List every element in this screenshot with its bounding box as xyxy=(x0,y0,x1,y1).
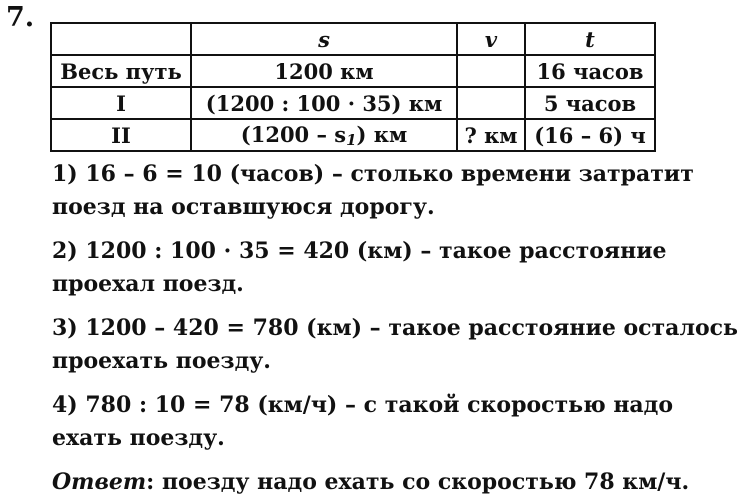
table-cell: Весь путь xyxy=(51,55,191,87)
table-cell xyxy=(457,87,525,119)
table-cell xyxy=(191,119,457,151)
answer-text: : поезду надо ехать со скоростью 78 км/ч. xyxy=(146,469,690,495)
table-cell: ? км xyxy=(457,119,525,151)
subscript: 1 xyxy=(346,130,357,149)
table-header-cell: v xyxy=(457,23,525,55)
cell-text-suffix: ) км xyxy=(356,121,408,147)
solution-step: 2) 1200 : 100 · 35 = 420 (км) – такое расстояние проехал поезд. xyxy=(52,238,667,297)
table-cell: (1200 : 100 · 35) км xyxy=(191,87,457,119)
table-cell: II xyxy=(51,119,191,151)
data-table xyxy=(50,22,656,152)
table-cell: 1200 км xyxy=(191,55,457,87)
answer xyxy=(52,466,742,499)
table-cell: 5 часов xyxy=(525,87,655,119)
solution xyxy=(52,158,742,499)
table-header-row xyxy=(51,23,655,55)
table-cell: I xyxy=(51,87,191,119)
table-header-cell: s xyxy=(191,23,457,55)
table-header-cell: t xyxy=(525,23,655,55)
answer-label: Ответ xyxy=(52,469,147,495)
table-row xyxy=(51,87,655,119)
table-cell: 16 часов xyxy=(525,55,655,87)
table-header-cell xyxy=(51,23,191,55)
solution-step: 3) 1200 – 420 = 780 (км) – такое расстояние осталось проехать поезду. xyxy=(52,315,738,374)
table-row xyxy=(51,119,655,151)
solution-step: 1) 16 – 6 = 10 (часов) – столько времени затратит поезд на оставшуюся дорогу. xyxy=(52,161,694,220)
solution-step: 4) 780 : 10 = 78 (км/ч) – с такой скоростью надо ехать поезду. xyxy=(52,392,674,451)
table-cell: (16 – 6) ч xyxy=(525,119,655,151)
table-cell xyxy=(457,55,525,87)
table-row xyxy=(51,55,655,87)
cell-text: (1200 – s xyxy=(240,121,347,147)
problem-number: 7. xyxy=(6,2,35,33)
